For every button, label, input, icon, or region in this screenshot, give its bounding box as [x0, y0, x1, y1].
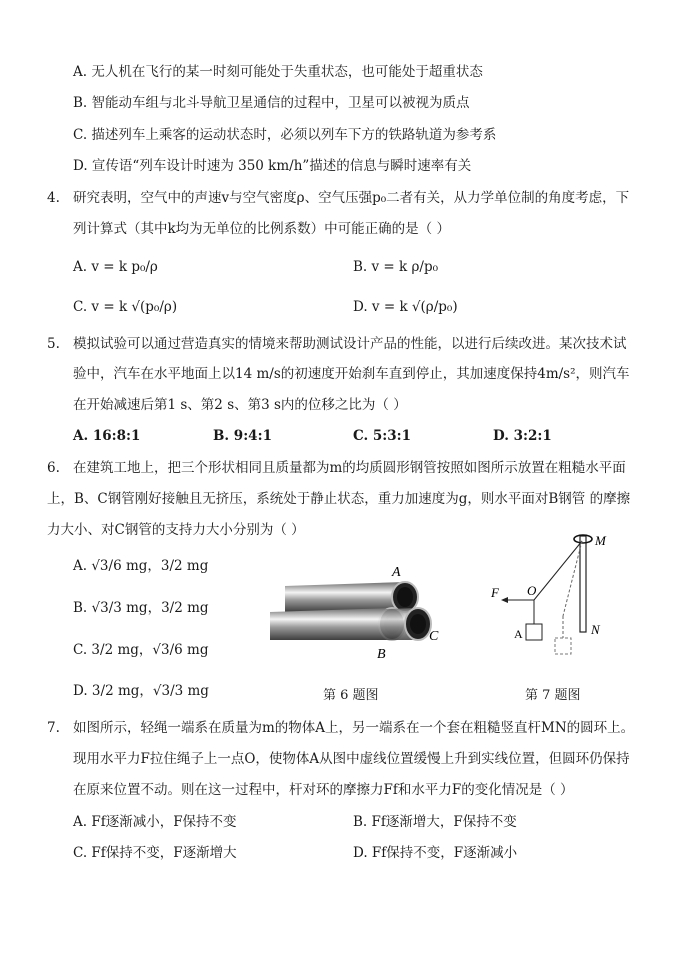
fig7-label-f: F — [491, 585, 499, 600]
q5-option-c: C. 5:3:1 — [353, 428, 412, 444]
q6-option-c: C. 3/2 mg，√3/6 mg — [73, 642, 209, 658]
fig6-label-a: A — [392, 565, 401, 580]
q5-stem-line2: 验中，汽车在水平地面上以14 m/s的初速度开始刹车直到停止，其加速度保持4m/s²，则汽车 — [73, 366, 630, 382]
q5-option-b: B. 9:4:1 — [213, 428, 272, 444]
q7-option-b: B. Ff逐渐增大，F保持不变 — [353, 814, 517, 830]
q5-stem-line1: 模拟试验可以通过营造真实的情境来帮助测试设计产品的性能，以进行后续改进。某次技术试 — [73, 336, 627, 352]
figure-6-pipes — [265, 560, 455, 665]
q4-option-d: D. v = k √(ρ/p₀) — [353, 299, 458, 315]
q3-option-a: A. 无人机在飞行的某一时刻可能处于失重状态，也可能处于超重状态 — [73, 64, 483, 80]
q3-option-b: B. 智能动车组与北斗导航卫星通信的过程中，卫星可以被视为质点 — [73, 95, 470, 111]
q7-option-c: C. Ff保持不变，F逐渐增大 — [73, 845, 237, 861]
q4-option-c: C. v = k √(p₀/ρ) — [73, 299, 178, 315]
q5-option-a: A. 16:8:1 — [73, 428, 141, 444]
figure-6-caption: 第 6 题图 — [323, 688, 379, 703]
q6-option-d: D. 3/2 mg，√3/3 mg — [73, 683, 209, 699]
q7-stem-line3: 在原来位置不动。则在这一过程中，杆对环的摩擦力Ff和水平力F的变化情况是（ ） — [73, 782, 574, 798]
figure-7-rod-ring — [485, 528, 615, 658]
q4-number: 4. — [47, 190, 60, 206]
q4-option-b: B. v = k ρ/p₀ — [353, 259, 439, 275]
q6-option-b: B. √3/3 mg，3/2 mg — [73, 600, 209, 616]
q4-option-a: A. v = k p₀/ρ — [73, 259, 158, 275]
fig6-label-c: C — [429, 629, 439, 644]
fig6-label-b: B — [377, 647, 386, 662]
q7-number: 7. — [47, 720, 60, 736]
figure-7-caption: 第 7 题图 — [525, 688, 581, 703]
q6-stem-line3: 力大小、对C钢管的支持力大小分别为（ ） — [47, 522, 305, 538]
q5-option-d: D. 3:2:1 — [493, 428, 552, 444]
q4-stem-line1: 研究表明，空气中的声速v与空气密度ρ、空气压强p₀二者有关，从力学单位制的角度考虑，下 — [73, 190, 630, 206]
q6-number: 6. — [47, 460, 60, 476]
q7-stem-line2: 现用水平力F拉住绳子上一点O，使物体A从图中虚线位置缓慢上升到实线位置，但圆环仍保持 — [73, 751, 630, 767]
fig7-label-n: N — [591, 622, 600, 637]
fig7-label-a: A — [514, 627, 523, 641]
q5-stem-line3: 在开始减速后第1 s、第2 s、第3 s内的位移之比为（ ） — [73, 397, 407, 413]
fig7-label-m: M — [595, 533, 606, 548]
q3-option-c: C. 描述列车上乘客的运动状态时，必须以列车下方的铁路轨道为参考系 — [73, 127, 497, 143]
q7-option-d: D. Ff保持不变，F逐渐减小 — [353, 845, 518, 861]
q3-option-d: D. 宣传语“列车设计时速为 350 km/h”描述的信息与瞬时速率有关 — [73, 158, 472, 174]
q6-option-a: A. √3/6 mg，3/2 mg — [73, 558, 209, 574]
q7-stem-line1: 如图所示，轻绳一端系在质量为m的物体A上，另一端系在一个套在粗糙竖直杆MN的圆环上。 — [73, 720, 635, 736]
q6-stem-line1: 在建筑工地上，把三个形状相同且质量都为m的均质圆形钢管按照如图所示放置在粗糙水平面 — [73, 460, 626, 476]
q4-stem-line2: 列计算式（其中k均为无单位的比例系数）中可能正确的是（ ） — [73, 221, 450, 237]
q7-option-a: A. Ff逐渐减小，F保持不变 — [73, 814, 237, 830]
fig7-label-o: O — [527, 583, 537, 598]
q5-number: 5. — [47, 336, 60, 352]
q6-stem-line2: 上，B、C钢管刚好接触且无挤压，系统处于静止状态，重力加速度为g，则水平面对B钢管 的摩擦 — [47, 491, 631, 507]
